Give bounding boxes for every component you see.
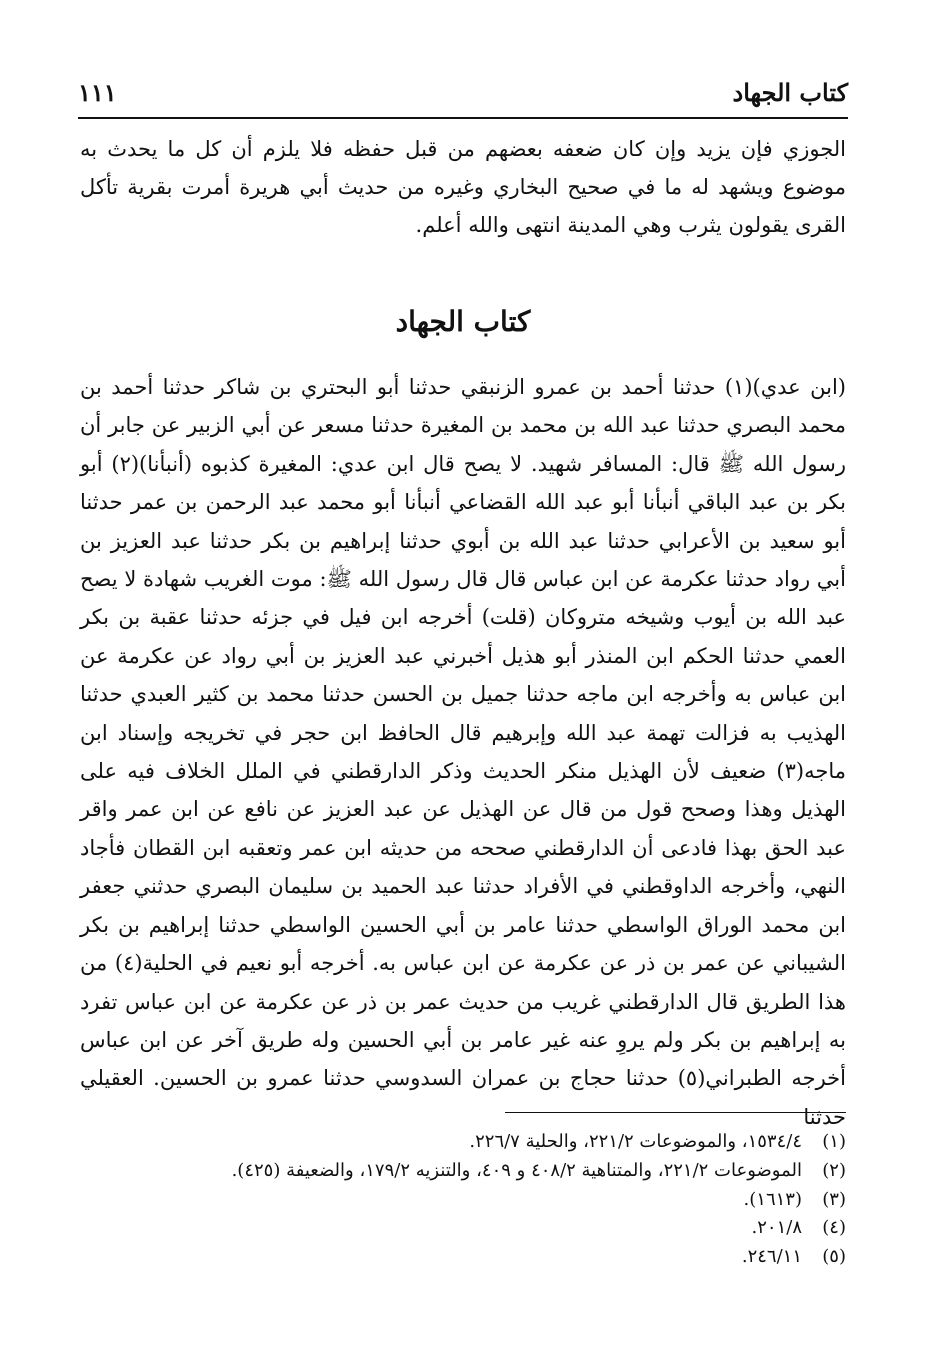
footnote — [80, 1157, 846, 1186]
page-number: ١١١ — [78, 78, 117, 107]
footnote-text: ٢٤٦/١١. — [741, 1246, 802, 1268]
footnotes — [80, 1128, 846, 1272]
footnote-text: ٢٠١/٨. — [751, 1217, 802, 1239]
footnote-text: الموضوعات ٢٢١/٢، والمتناهية ٤٠٨/٢ و ٤٠٩، والتنزيه ١٧٩/٢، والضعيفة (٤٢٥). — [231, 1159, 802, 1181]
footnote — [80, 1128, 846, 1157]
running-title: كتاب الجهاد — [732, 78, 848, 107]
main-paragraph-text: (ابن عدي)(١) حدثنا أحمد بن عمرو الزنبقي حدثنا أبو البحتري بن شاكر حدثنا أحمد بن محمد البصري حدثنا عبد الله بن محمد بن المغيرة حدثنا مسعر عن أبي الزبير عن جابر أن رسول الله ﷺ قال: المسافر شهيد. لا يصح قال ابن عدي: المغيرة كذبوه (أنبأنا)(٢) أبو بكر بن عبد الباقي أنبأنا أبو عبد الله القضاعي أنبأنا أبو محمد عبد الرحمن بن عمر حدثنا أبو سعيد بن الأعرابي حدثنا عبد الله بن أبوي حدثنا إبراهيم بن بكر حدثنا عبد العزيز بن أبي رواد حدثنا عكرمة عن ابن عباس قال قال رسول الله ﷺ: موت الغريب شهادة لا يصح عبد الله بن أيوب وشيخه متروكان (قلت) أخرجه ابن فيل في جزئه حدثنا عقبة بن بكر العمي حدثنا الحكم ابن المنذر أبو هذيل أخبرني عبد العزيز بن أبي رواد عن عكرمة عن ابن عباس به وأخرجه ابن ماجه حدثنا جميل بن الحسن حدثنا محمد بن كثير العبدي حدثنا الهذيب به فزالت تهمة عبد الله وإبرهيم قال الحافظ ابن حجر في تخريجه وإسناد ابن ماجه(٣) ضعيف لأن الهذيل منكر الحديث وذكر الدارقطني في الملل الخلاف فيه على الهذيل وهذا وصحح قول من قال عن الهذيل عن عبد العزيز عن نافع عن ابن عمر واقر عبد الحق بهذا فادعى أن الدارقطني صححه من حديثه ابن عمر وتعقبه ابن القطان فأجاد النهي، وأخرجه الداوقطني في الأفراد حدثنا عبد الحميد بن سليمان البصري حدثني جعفر ابن محمد الوراق الواسطي حدثنا عامر بن أبي الحسين الواسطي حدثنا إبراهيم بن بكر الشيباني عن عمر بن ذر عن عكرمة عن ابن عباس به. أخرجه أبو نعيم في الحلية(٤) من هذا الطريق قال الدارقطني غريب من حديث عمر بن ذر عن عكرمة عن ابن عباس تفرد به إبراهيم بن بكر ولم يروِ عنه غير عامر بن أبي الحسين وله طريق آخر عن ابن عباس أخرجه الطبراني(٥) حدثنا حجاج بن عمران السدوسي حدثنا عمرو بن الحسين. العقيلي حدثنا — [80, 375, 847, 1129]
footnote — [80, 1214, 846, 1243]
footnote-marker: (٢) — [822, 1159, 846, 1181]
footnote-marker: (٤) — [822, 1217, 846, 1239]
header-rule — [78, 117, 848, 119]
footnote-marker: (٣) — [822, 1188, 846, 1210]
intro-paragraph: الجوزي فإن يزيد وإن كان ضعفه بعضهم من قبل حفظه فلا يلزم أن كل ما يحدث به موضوع ويشهد له ما في صحيح البخاري وغيره من حديث أبي هريرة أمرت بقرية تأكل القرى يقولون يثرب وهي المدينة انتهى والله أعلم. — [80, 137, 846, 237]
footnote — [80, 1186, 846, 1215]
footnote-text: (١٦١٣). — [743, 1188, 802, 1210]
footnote-marker: (٥) — [822, 1246, 846, 1268]
page-header — [78, 74, 848, 114]
footnote-rule — [505, 1112, 846, 1113]
footnote-marker: (١) — [822, 1131, 846, 1152]
section-heading: كتاب الجهاد — [395, 305, 531, 338]
main-paragraph — [80, 368, 846, 1136]
footnote-text: ١٥٣٤/٤، والموضوعات ٢٢١/٢، والحلية ٢٢٦/٧. — [469, 1131, 802, 1152]
footnote — [80, 1243, 846, 1272]
